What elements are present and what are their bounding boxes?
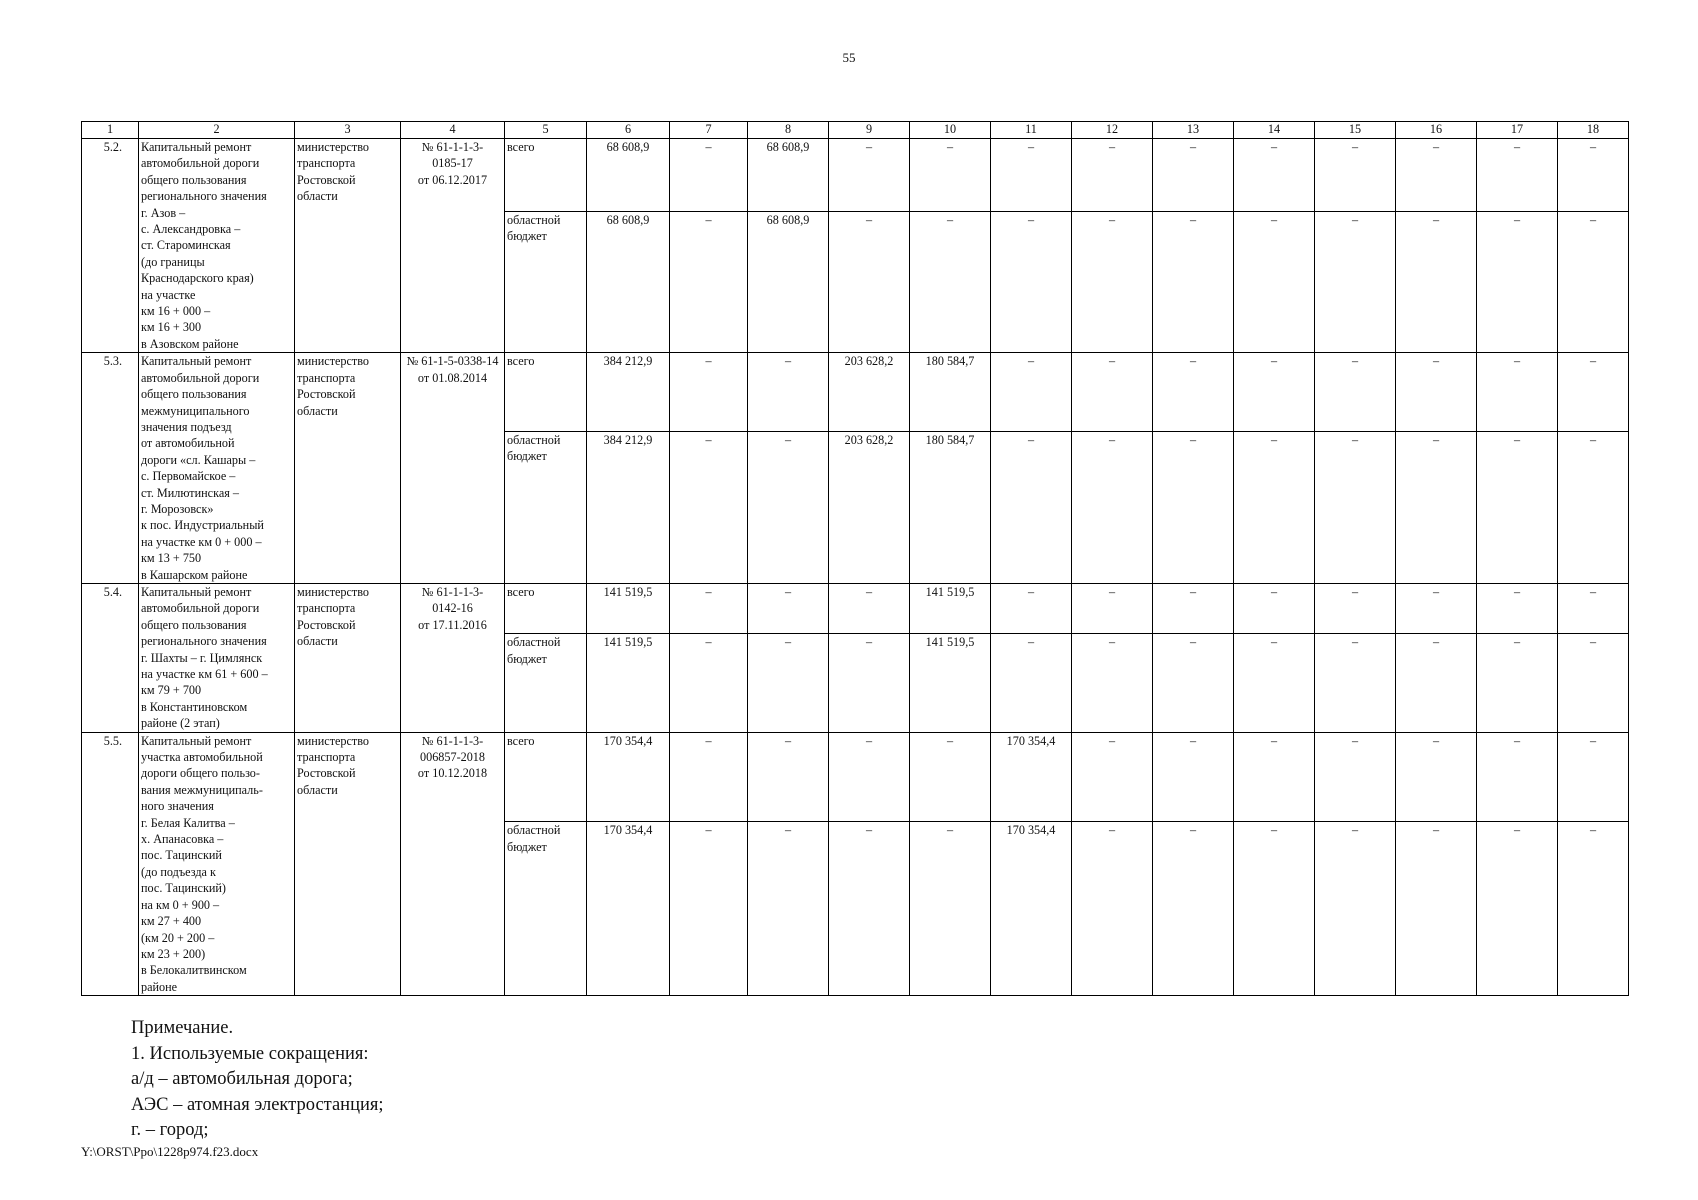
amount-cell: – <box>1558 634 1629 732</box>
amount-cell: 141 519,5 <box>910 634 991 732</box>
amount-cell: – <box>748 634 829 732</box>
amount-cell: – <box>1234 211 1315 352</box>
amount-cell: – <box>1558 583 1629 634</box>
amount-cell: 141 519,5 <box>910 583 991 634</box>
amount-cell: – <box>1153 822 1234 996</box>
amount-cell: – <box>1072 139 1153 212</box>
amount-cell: – <box>1396 822 1477 996</box>
amount-cell: – <box>1558 353 1629 431</box>
amount-cell: – <box>829 583 910 634</box>
amount-cell: – <box>1558 139 1629 212</box>
amount-cell: – <box>670 822 748 996</box>
amount-cell: – <box>1315 634 1396 732</box>
column-header: 17 <box>1477 122 1558 139</box>
amount-cell: – <box>1558 822 1629 996</box>
column-header: 15 <box>1315 122 1396 139</box>
funding-source-total: всего <box>505 583 587 634</box>
amount-cell: – <box>1315 732 1396 822</box>
amount-cell: – <box>748 732 829 822</box>
amount-cell: 68 608,9 <box>748 139 829 212</box>
responsible-org: министерство транспорта Ростовской области <box>295 583 401 732</box>
amount-cell: 68 608,9 <box>587 139 670 212</box>
amount-cell: – <box>670 732 748 822</box>
amount-cell: – <box>1153 732 1234 822</box>
amount-cell: – <box>829 139 910 212</box>
amount-cell: – <box>1315 139 1396 212</box>
amount-cell: – <box>1153 634 1234 732</box>
amount-cell: 203 628,2 <box>829 431 910 583</box>
row-number: 5.3. <box>82 353 139 584</box>
amount-cell: – <box>1558 431 1629 583</box>
funding-source-budget: областной бюджет <box>505 431 587 583</box>
amount-cell: – <box>1072 353 1153 431</box>
amount-cell: – <box>1234 353 1315 431</box>
amount-cell: – <box>1477 353 1558 431</box>
amount-cell: – <box>1396 583 1477 634</box>
object-name: Капитальный ремонт автомобильной дороги общего пользования регионального значения г. Шахты – г. Цимлянск на участке км 61 + 600 – км 79 + 700 в Константиновском районе (2 этап) <box>139 583 295 732</box>
column-header: 9 <box>829 122 910 139</box>
amount-cell: 170 354,4 <box>587 732 670 822</box>
amount-cell: – <box>1072 431 1153 583</box>
amount-cell: – <box>1234 732 1315 822</box>
amount-cell: – <box>910 732 991 822</box>
amount-cell: – <box>1315 431 1396 583</box>
amount-cell: – <box>1315 583 1396 634</box>
column-header: 11 <box>991 122 1072 139</box>
column-header: 10 <box>910 122 991 139</box>
funding-source-budget: областной бюджет <box>505 211 587 352</box>
amount-cell: 141 519,5 <box>587 583 670 634</box>
amount-cell: – <box>1315 822 1396 996</box>
amount-cell: – <box>1396 732 1477 822</box>
column-header: 2 <box>139 122 295 139</box>
column-header: 3 <box>295 122 401 139</box>
amount-cell: – <box>910 211 991 352</box>
amount-cell: 384 212,9 <box>587 353 670 431</box>
amount-cell: – <box>991 634 1072 732</box>
amount-cell: – <box>1072 634 1153 732</box>
funding-source-total: всего <box>505 353 587 431</box>
column-header: 4 <box>401 122 505 139</box>
amount-cell: 68 608,9 <box>748 211 829 352</box>
amount-cell: 170 354,4 <box>587 822 670 996</box>
funding-source-budget: областной бюджет <box>505 822 587 996</box>
amount-cell: – <box>1234 431 1315 583</box>
amount-cell: – <box>1234 139 1315 212</box>
amount-cell: – <box>1153 353 1234 431</box>
amount-cell: – <box>991 583 1072 634</box>
column-header: 6 <box>587 122 670 139</box>
amount-cell: – <box>910 822 991 996</box>
amount-cell: – <box>1396 353 1477 431</box>
amount-cell: 384 212,9 <box>587 431 670 583</box>
amount-cell: – <box>1153 211 1234 352</box>
amount-cell: – <box>670 353 748 431</box>
amount-cell: 170 354,4 <box>991 732 1072 822</box>
column-header: 1 <box>82 122 139 139</box>
column-header: 12 <box>1072 122 1153 139</box>
amount-cell: – <box>991 139 1072 212</box>
amount-cell: – <box>670 583 748 634</box>
amount-cell: 203 628,2 <box>829 353 910 431</box>
document-ref: № 61-1-1-3- 0142-16 от 17.11.2016 <box>401 583 505 732</box>
amount-cell: – <box>829 732 910 822</box>
column-header: 18 <box>1558 122 1629 139</box>
responsible-org: министерство транспорта Ростовской области <box>295 139 401 353</box>
amount-cell: – <box>1153 431 1234 583</box>
document-ref: № 61-1-1-3- 006857-2018 от 10.12.2018 <box>401 732 505 996</box>
amount-cell: – <box>1396 211 1477 352</box>
amount-cell: – <box>1477 139 1558 212</box>
responsible-org: министерство транспорта Ростовской области <box>295 732 401 996</box>
amount-cell: – <box>1396 139 1477 212</box>
amount-cell: – <box>829 822 910 996</box>
page-number: 55 <box>842 50 856 65</box>
object-name: Капитальный ремонт автомобильной дороги общего пользования регионального значения г. Азов – с. Александровка – ст. Староминская (до границы Краснодарского края) на участке км 16 + 000 – км 16 + 300 в Азовском районе <box>139 139 295 353</box>
program-table <box>81 121 1629 996</box>
amount-cell: – <box>1153 583 1234 634</box>
table-row <box>82 139 1629 212</box>
amount-cell: – <box>670 431 748 583</box>
responsible-org: министерство транспорта Ростовской области <box>295 353 401 584</box>
amount-cell: – <box>1315 211 1396 352</box>
amount-cell: – <box>1477 634 1558 732</box>
amount-cell: – <box>1072 822 1153 996</box>
funding-source-total: всего <box>505 732 587 822</box>
amount-cell: – <box>1234 822 1315 996</box>
amount-cell: – <box>991 431 1072 583</box>
funding-source-total: всего <box>505 139 587 212</box>
amount-cell: – <box>829 211 910 352</box>
amount-cell: 141 519,5 <box>587 634 670 732</box>
table-row <box>82 583 1629 634</box>
funding-source-budget: областной бюджет <box>505 634 587 732</box>
header-row <box>82 122 1629 139</box>
document-ref: № 61-1-1-3- 0185-17 от 06.12.2017 <box>401 139 505 353</box>
amount-cell: – <box>1477 822 1558 996</box>
amount-cell: 180 584,7 <box>910 431 991 583</box>
file-path-footer: Y:\ORST\Ppo\1228p974.f23.docx <box>81 1144 259 1159</box>
amount-cell: – <box>1072 732 1153 822</box>
amount-cell: 68 608,9 <box>587 211 670 352</box>
note: Примечание. 1. Используемые сокращения: а/д – автомобильная дорога; АЭС – атомная электростанция; г. – город; <box>131 1018 384 1140</box>
amount-cell: – <box>748 583 829 634</box>
amount-cell: – <box>1072 583 1153 634</box>
amount-cell: 180 584,7 <box>910 353 991 431</box>
amount-cell: – <box>748 353 829 431</box>
amount-cell: – <box>829 634 910 732</box>
amount-cell: – <box>1234 583 1315 634</box>
object-name: Капитальный ремонт участка автомобильной дороги общего пользо- вания межмуниципаль- ного значения г. Белая Калитва – х. Апанасовка – пос. Тацинский (до подъезда к пос. Тацинский) на км 0 + 900 – км 27 + 400 (км 20 + 200 – км 23 + 200) в Белокалитвинском районе <box>139 732 295 996</box>
amount-cell: – <box>748 431 829 583</box>
amount-cell: – <box>1315 353 1396 431</box>
amount-cell: – <box>1396 634 1477 732</box>
amount-cell: – <box>1477 583 1558 634</box>
row-number: 5.4. <box>82 583 139 732</box>
amount-cell: – <box>748 822 829 996</box>
column-header: 8 <box>748 122 829 139</box>
amount-cell: – <box>1234 634 1315 732</box>
table-row <box>82 732 1629 822</box>
amount-cell: – <box>670 211 748 352</box>
object-name: Капитальный ремонт автомобильной дороги общего пользования межмуниципального значения подъезд от автомобильной дороги «сл. Кашары – с. Первомайское – ст. Милютинская – г. Морозовск» к пос. Индустриальный на участке км 0 + 000 – км 13 + 750 в Кашарском районе <box>139 353 295 584</box>
amount-cell: – <box>991 211 1072 352</box>
amount-cell: 170 354,4 <box>991 822 1072 996</box>
amount-cell: – <box>1396 431 1477 583</box>
column-header: 14 <box>1234 122 1315 139</box>
amount-cell: – <box>1477 431 1558 583</box>
amount-cell: – <box>1558 211 1629 352</box>
amount-cell: – <box>1072 211 1153 352</box>
amount-cell: – <box>1477 732 1558 822</box>
row-number: 5.5. <box>82 732 139 996</box>
amount-cell: – <box>670 634 748 732</box>
document-ref: № 61-1-5-0338-14 от 01.08.2014 <box>401 353 505 584</box>
row-number: 5.2. <box>82 139 139 353</box>
column-header: 13 <box>1153 122 1234 139</box>
column-header: 7 <box>670 122 748 139</box>
table-row <box>82 353 1629 431</box>
column-header: 16 <box>1396 122 1477 139</box>
amount-cell: – <box>1477 211 1558 352</box>
amount-cell: – <box>910 139 991 212</box>
amount-cell: – <box>1558 732 1629 822</box>
amount-cell: – <box>670 139 748 212</box>
amount-cell: – <box>1153 139 1234 212</box>
column-header: 5 <box>505 122 587 139</box>
amount-cell: – <box>991 353 1072 431</box>
